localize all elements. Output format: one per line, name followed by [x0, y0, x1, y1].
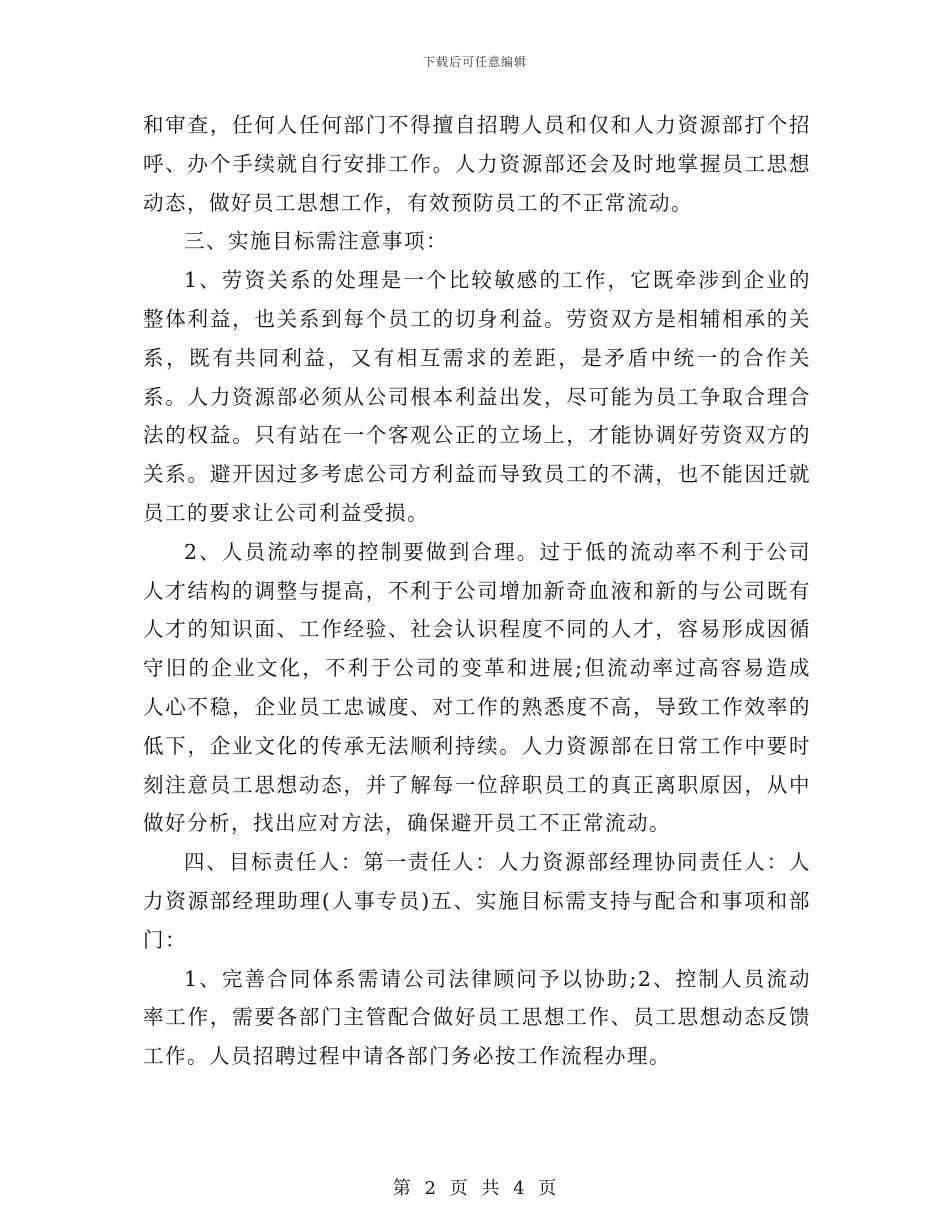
paragraph-responsible-persons: 四、目标责任人：第一责任人：人力资源部经理协同责任人：人力资源部经理助理(人事专员)五、实施目标需支持与配合和事项和部门：: [143, 850, 811, 952]
paragraph-support-items: 1、完善合同体系需请公司法律顾问予以协助;2、控制人员流动率工作，需要各部门主管配合做好员工思想工作、员工思想动态反馈工作。人员招聘过程中请各部门务必按工作流程办理。: [143, 966, 811, 1069]
paragraph-continuation: 和审查，任何人任何部门不得擅自招聘人员和仅和人力资源部打个招呼、办个手续就自行安排工作。人力资源部还会及时地掌握员工思想动态，做好员工思想工作，有效预防员工的不正常流动。: [143, 113, 811, 215]
page-header: 下载后可任意编辑: [422, 55, 527, 69]
paragraph-labor-relations: 1、劳资关系的处理是一个比较敏感的工作，它既牵涉到企业的整体利益，也关系到每个员工的切身利益。劳资双方是相辅相承的关系，既有共同利益，又有相互需求的差距，是矛盾中统一的合作关系。人力资源部必须从公司根本利益出发，尽可能为员工争取合理合法的权益。只有站在一个客观公正的立场上，才能协调好劳资双方的关系。避开因过多考虑公司方利益而导致员工的不满，也不能因迁就员工的要求让公司利益受损。: [143, 268, 811, 525]
page-footer: 第 2 页 共 4 页: [392, 1178, 558, 1199]
paragraph-turnover-control: 2、人员流动率的控制要做到合理。过于低的流动率不利于公司人才结构的调整与提高，不利于公司增加新奇血液和新的与公司既有人才的知识面、工作经验、社会认识程度不同的人才，容易形成因循守旧的企业文化，不利于公司的变革和进展;但流动率过高容易造成人心不稳，企业员工忠诚度、对工作的熟悉度不高，导致工作效率的低下，企业文化的传承无法顺利持续。人力资源部在日常工作中要时刻注意员工思想动态，并了解每一位辞职员工的真正离职原因，从中做好分析，找出应对方法，确保避开员工不正常流动。: [143, 539, 811, 836]
document-body: [143, 106, 811, 1076]
section-heading-three: 三、实施目标需注意事项：: [184, 229, 448, 254]
